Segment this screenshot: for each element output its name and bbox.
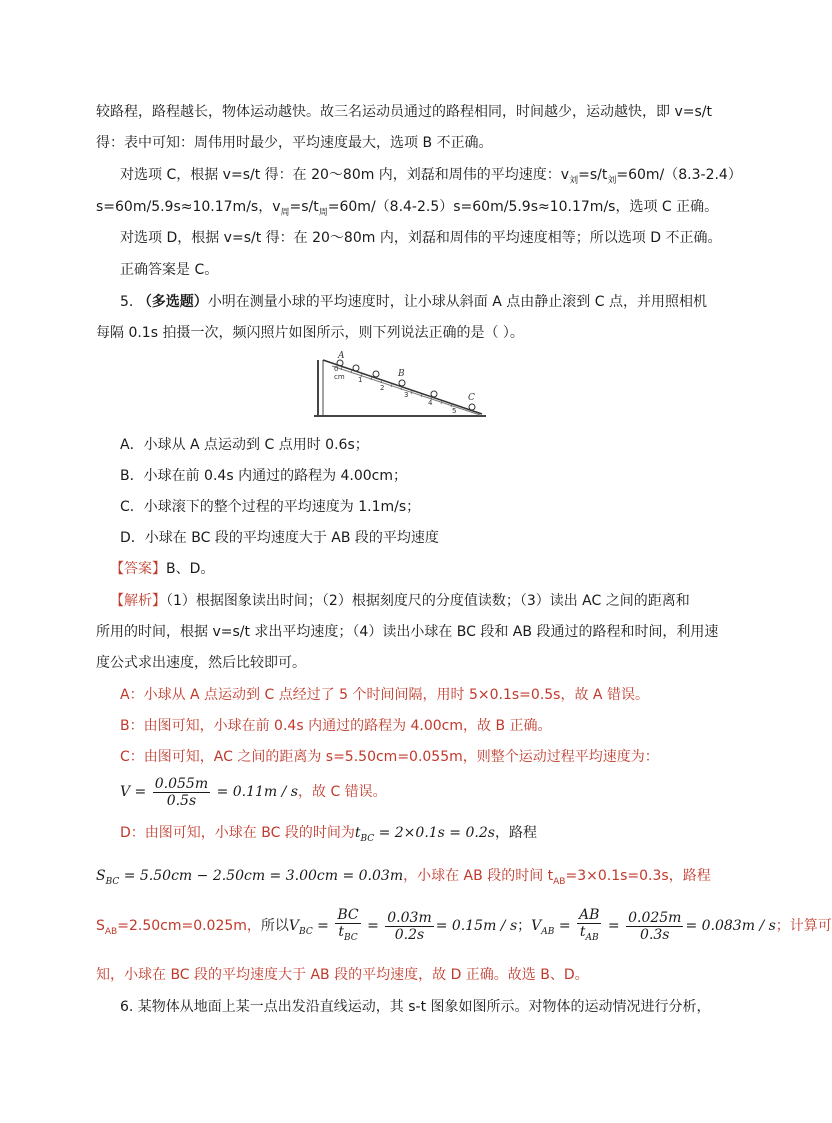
option-a: A．小球从 A 点运动到 C 点用时 0.6s； xyxy=(120,437,369,453)
question-tag: （多选题） xyxy=(137,294,208,310)
expression: = 5.50cm − 2.50cm = 3.00cm = 0.03m xyxy=(119,868,404,884)
answer-line: 正确答案是 C。 xyxy=(120,262,219,278)
text: 所以 xyxy=(260,918,289,934)
text: ，路程 xyxy=(494,825,537,841)
text-line: 得：表中可知：周伟用时最少，平均速度最大，选项 B 不正确。 xyxy=(96,135,493,151)
tick-label: 5 xyxy=(452,407,457,415)
fraction xyxy=(385,910,433,943)
formula-rhs: = 0.11m / s xyxy=(216,784,298,800)
subscript: BC xyxy=(343,932,358,943)
subscript: BC xyxy=(299,926,313,937)
symbol: t xyxy=(354,825,361,841)
question-5 xyxy=(120,292,707,312)
answer-tag: 【答案】 xyxy=(110,561,166,577)
tick-label: 2 xyxy=(380,384,385,392)
answer xyxy=(110,559,214,579)
analysis-text: （1）根据图象读出时间；（2）根据刻度尺的分度值读数；（3）读出 AC 之间的距离和 xyxy=(166,593,690,609)
tick-label: 3 xyxy=(404,391,409,399)
option-c-analysis-cont xyxy=(96,197,718,223)
numerator: 0.025m xyxy=(628,909,682,926)
label-b: B xyxy=(398,369,405,379)
subscript: AB xyxy=(104,926,118,937)
analysis-cont: 所用的时间，根据 v=s/t 求出平均速度；（4）读出小球在 BC 段和 AB 段通过的路程和时间，利用速 xyxy=(96,624,719,640)
formula-tail: ，故 C 错误。 xyxy=(298,784,387,800)
numerator: 0.055m xyxy=(154,775,209,792)
reason-c: C：由图可知，AC 之间的距离为 s=5.50cm=0.055m，则整个运动过程平均速度为： xyxy=(120,749,659,765)
reason-d xyxy=(120,823,537,849)
text: =s/t xyxy=(578,167,608,183)
denominator xyxy=(577,924,601,946)
equals: = xyxy=(554,918,576,934)
inclined-plane-figure xyxy=(312,352,488,420)
text: s=60m/5.9s≈10.17m/s，v xyxy=(96,199,281,215)
symbol: V xyxy=(531,918,542,934)
denominator: 0.3s xyxy=(640,926,670,943)
equals: = xyxy=(362,918,384,934)
option-d-analysis: 对选项 D，根据 v=s/t 得：在 20～80m 内，刘磊和周伟的平均速度相等；所以选项 D 不正确。 xyxy=(120,230,722,246)
subscript: AB xyxy=(585,932,599,943)
denominator: 0.2s xyxy=(394,926,425,943)
question-number: 5. xyxy=(120,294,134,310)
equals: = xyxy=(603,918,625,934)
question-5-cont: 每隔 0.1s 拍摄一次，频闪照片如图所示，则下列说法正确的是（ ）。 xyxy=(96,325,524,341)
subscript: AB xyxy=(541,926,555,937)
denominator xyxy=(335,924,360,946)
text-line: 较路程，路程越长，物体运动越快。故三名运动员通过的路程相同，时间越少，运动越快，即 v=s/t xyxy=(96,104,712,120)
unit-label: cm xyxy=(334,373,345,381)
text: =3×0.1s=0.3s，路程 xyxy=(565,868,711,884)
answer-value: B、D。 xyxy=(166,561,215,577)
subscript: BC xyxy=(360,833,375,844)
denominator: 0.5s xyxy=(166,792,197,809)
separator: ； xyxy=(517,918,532,934)
formula xyxy=(354,825,495,844)
option-b: B．小球在前 0.4s 内通过的路程为 4.00cm； xyxy=(120,468,408,484)
tick-label: 4 xyxy=(428,399,433,407)
reason-a: A：小球从 A 点运动到 C 点经过了 5 个时间间隔，用时 5×0.1s=0.5s，故 A 错误。 xyxy=(120,687,649,703)
option-c: C．小球滚下的整个过程的平均速度为 1.1m/s； xyxy=(120,499,421,515)
text: =60m/（8.4-2.5）s=60m/5.9s≈10.17m/s，选项 C 正确。 xyxy=(327,199,719,215)
text: ，小球在 AB 段的时间 t xyxy=(403,868,554,884)
symbol: V xyxy=(288,918,300,934)
formula-avg-speed xyxy=(120,772,387,812)
result: = 0.083m / s xyxy=(685,918,776,934)
expression: = 2×0.1s = 0.2s xyxy=(374,825,495,841)
symbol: t xyxy=(579,923,586,940)
distance-bc xyxy=(96,866,711,892)
analysis-cont: 度公式求出速度，然后比较即可。 xyxy=(96,655,306,671)
numerator: 0.03m xyxy=(387,909,432,926)
subscript: 周 xyxy=(318,207,328,218)
analysis xyxy=(110,591,690,611)
numerator: BC xyxy=(337,906,359,923)
text: 对选项 C，根据 v=s/t 得：在 20～80m 内，刘磊和周伟的平均速度：v xyxy=(120,167,570,183)
fraction xyxy=(153,776,210,809)
symbol: t xyxy=(338,923,344,940)
fraction xyxy=(626,910,683,943)
speed-compare xyxy=(96,906,832,952)
text: =60m/（8.3-2.4） xyxy=(616,167,742,183)
question-6: 6. 某物体从地面上某一点出发沿直线运动，其 s-t 图象如图所示。对物体的运动情况进行分析， xyxy=(120,999,711,1015)
fraction xyxy=(335,907,360,946)
conclusion: 知，小球在 BC 段的平均速度大于 AB 段的平均速度，故 D 正确。故选 B、D。 xyxy=(96,967,589,983)
reason-b: B：由图可知，小球在前 0.4s 内通过的路程为 4.00cm，故 B 正确。 xyxy=(120,718,552,734)
option-d: D．小球在 BC 段的平均速度大于 AB 段的平均速度 xyxy=(120,530,439,546)
label-c: C xyxy=(468,393,475,403)
text: D：由图可知，小球在 BC 段的时间为 xyxy=(120,825,355,841)
subscript: AB xyxy=(553,876,566,887)
label-a: A xyxy=(338,351,345,361)
numerator: AB xyxy=(579,906,600,923)
fraction xyxy=(577,907,601,946)
question-text: 小明在测量小球的平均速度时，让小球从斜面 A 点由静止滚到 C 点，并用照相机 xyxy=(207,294,707,310)
text: =2.50cm=0.025m， xyxy=(117,918,261,934)
symbol: S xyxy=(96,868,106,884)
subscript: 刘 xyxy=(607,175,617,186)
subscript: 周 xyxy=(280,207,290,218)
equals: = xyxy=(312,918,334,934)
text: =s/t xyxy=(289,199,319,215)
text: ；计算可 xyxy=(775,918,832,934)
tick-label: 0 xyxy=(334,365,339,373)
option-c-analysis xyxy=(120,165,742,191)
subscript: 刘 xyxy=(569,175,579,186)
result: = 0.15m / s xyxy=(435,918,518,934)
formula-lhs: V = xyxy=(120,784,147,800)
subscript: BC xyxy=(105,876,120,887)
analysis-tag: 【解析】 xyxy=(110,593,166,609)
tick-label: 1 xyxy=(358,376,363,384)
symbol: S xyxy=(96,918,105,934)
